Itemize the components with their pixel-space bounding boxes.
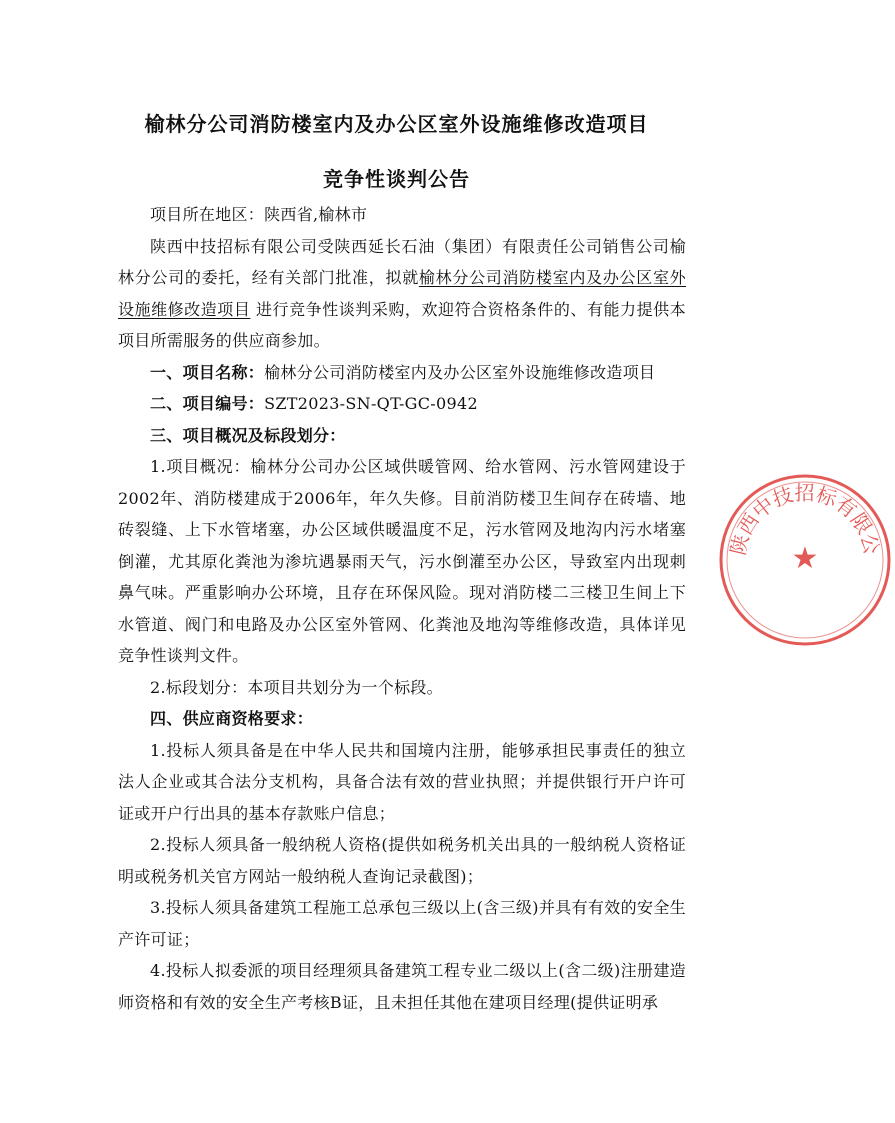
section-3-paragraph-2: 2.标段划分：本项目共划分为一个标段。 (150, 677, 443, 697)
svg-text:陕西中技招标有限公司: 陕西中技招标有限公司 (705, 451, 885, 558)
section-4-paragraph-1: 1.投标人须具备是在中华人民共和国境内注册，能够承担民事责任的独立法人企业或其合法分支机构，具备合法有效的营业执照；并提供银行开户许可证或开户行出具的基本存款账户信息； (118, 740, 686, 823)
section-2-heading: 二、项目编号： (150, 394, 265, 413)
document-title: 榆林分公司消防楼室内及办公区室外设施维修改造项目 (144, 112, 649, 136)
section-2-text: SZT2023-SN-QT-GC-0942 (264, 394, 478, 413)
intro-paragraph (118, 231, 686, 357)
section-1 (118, 357, 686, 389)
document-subtitle: 竞争性谈判公告 (323, 167, 470, 191)
company-seal (705, 451, 895, 650)
intro-project-name: 榆林分公司消防楼室内及办公区室外设施维修改造项目 (118, 268, 686, 319)
svg-text:★: ★ (791, 541, 819, 576)
section-4-paragraph-4: 4.投标人拟委派的项目经理须具备建筑工程专业二级以上(含二级)注册建造师资格和有效的安全生产考核B证，且未担任其他在建项目经理(提供证明承 (118, 961, 686, 1012)
intro-text-a: 陕西中技招标有限公司受陕西延长石油（集团）有限责任公司销售公司榆林分公司的委托，经有关部门批准，拟就 (118, 236, 686, 287)
section-4-paragraph-2: 2.投标人须具备一般纳税人资格(提供如税务机关出具的一般纳税人资格证明或税务机关官方网站一般纳税人查询记录截图)； (118, 835, 686, 886)
project-region: 项目所在地区：陕西省,榆林市 (150, 205, 368, 224)
document-body (118, 199, 686, 1018)
section-3-heading: 三、项目概况及标段划分： (150, 425, 346, 445)
section-2 (118, 388, 686, 420)
intro-text-b: 进行竞争性谈判采购，欢迎符合资格条件的、有能力提供本项目所需服务的供应商参加。 (118, 299, 686, 350)
section-4-heading: 四、供应商资格要求： (150, 709, 314, 728)
section-1-heading: 一、项目名称： (150, 362, 265, 382)
section-1-text: 榆林分公司消防楼室内及办公区室外设施维修改造项目 (264, 362, 656, 382)
section-3-paragraph-1: 1.项目概况：榆林分公司办公区域供暖管网、给水管网、污水管网建设于2002年、消防楼建成于2006年，年久失修。目前消防楼卫生间存在砖墙、地砖裂缝、上下水管堵塞，办公区域供暖温度不足，污水管网及地沟内污水堵塞倒灌，尤其原化粪池为渗坑遇暴雨天气，污水倒灌至办公区，导致室内出现刺鼻气味。严重影响办公环境，且存在环保风险。现对消防楼二三楼卫生间上下水管道、阀门和电路及办公区室外管网、化粪池及地沟等维修改造，具体详见竞争性谈判文件。 (118, 457, 686, 665)
section-4-paragraph-3: 3.投标人须具备建筑工程施工总承包三级以上(含三级)并具有有效的安全生产许可证； (118, 898, 686, 949)
